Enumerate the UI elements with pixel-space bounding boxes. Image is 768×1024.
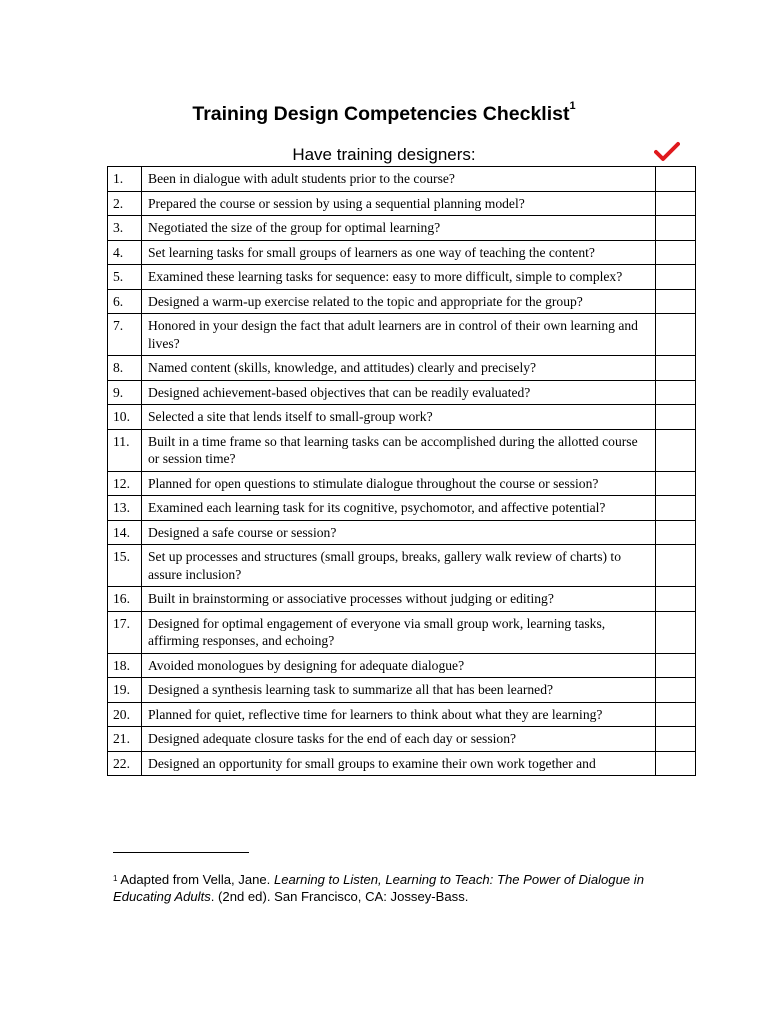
checklist-row	[108, 471, 696, 496]
checklist-row	[108, 314, 696, 356]
item-text: Designed a synthesis learning task to summarize all that has been learned?	[142, 678, 656, 703]
footnote-divider	[113, 852, 249, 853]
check-cell[interactable]	[656, 702, 696, 727]
item-number: 7.	[108, 314, 142, 356]
item-text: Designed a warm-up exercise related to the topic and appropriate for the group?	[142, 289, 656, 314]
item-number: 9.	[108, 380, 142, 405]
item-text: Planned for open questions to stimulate dialogue throughout the course or session?	[142, 471, 656, 496]
item-number: 16.	[108, 587, 142, 612]
item-number: 14.	[108, 520, 142, 545]
item-text: Set learning tasks for small groups of learners as one way of teaching the content?	[142, 240, 656, 265]
item-text: Designed an opportunity for small groups to examine their own work together and	[142, 751, 656, 776]
check-cell[interactable]	[656, 265, 696, 290]
item-number: 6.	[108, 289, 142, 314]
footnote-mark: 1	[113, 874, 118, 883]
page-title: Training Design Competencies Checklist$^1$	[192, 100, 576, 125]
footnote-reference: 1	[569, 100, 576, 112]
checklist-row	[108, 678, 696, 703]
item-text: Built in brainstorming or associative processes without judging or editing?	[142, 587, 656, 612]
checklist-row	[108, 496, 696, 521]
check-cell[interactable]	[656, 727, 696, 752]
item-number: 19.	[108, 678, 142, 703]
checklist-table	[107, 166, 696, 776]
item-number: 8.	[108, 356, 142, 381]
item-number: 1.	[108, 167, 142, 192]
check-cell[interactable]	[656, 191, 696, 216]
checklist-row	[108, 611, 696, 653]
item-text: Designed a safe course or session?	[142, 520, 656, 545]
check-cell[interactable]	[656, 520, 696, 545]
checklist-row	[108, 167, 696, 192]
checklist-row	[108, 545, 696, 587]
checklist-row	[108, 429, 696, 471]
check-cell[interactable]	[656, 356, 696, 381]
checklist-row	[108, 191, 696, 216]
check-cell[interactable]	[656, 751, 696, 776]
item-text: Named content (skills, knowledge, and attitudes) clearly and precisely?	[142, 356, 656, 381]
item-text: Planned for quiet, reflective time for learners to think about what they are learning?	[142, 702, 656, 727]
item-number: 10.	[108, 405, 142, 430]
footnote-book-title: Learning to Listen, Learning to Teach: The Power of Dialogue in Educating Adults	[113, 872, 644, 904]
check-cell[interactable]	[656, 289, 696, 314]
checklist-row	[108, 702, 696, 727]
checklist-row	[108, 289, 696, 314]
item-text: Examined each learning task for its cognitive, psychomotor, and affective potential?	[142, 496, 656, 521]
check-cell[interactable]	[656, 611, 696, 653]
check-cell[interactable]	[656, 587, 696, 612]
checklist-row	[108, 751, 696, 776]
item-text: Negotiated the size of the group for optimal learning?	[142, 216, 656, 241]
item-number: 5.	[108, 265, 142, 290]
checklist-row	[108, 727, 696, 752]
check-cell[interactable]	[656, 653, 696, 678]
item-number: 17.	[108, 611, 142, 653]
item-text: Been in dialogue with adult students prior to the course?	[142, 167, 656, 192]
check-cell[interactable]	[656, 496, 696, 521]
item-number: 15.	[108, 545, 142, 587]
check-cell[interactable]	[656, 240, 696, 265]
item-number: 12.	[108, 471, 142, 496]
checkmark-icon	[654, 141, 680, 163]
item-number: 3.	[108, 216, 142, 241]
check-cell[interactable]	[656, 429, 696, 471]
item-text: Designed for optimal engagement of everyone via small group work, learning tasks, affirming responses, and echoing?	[142, 611, 656, 653]
check-cell[interactable]	[656, 405, 696, 430]
checklist-row	[108, 587, 696, 612]
item-text: Avoided monologues by designing for adequate dialogue?	[142, 653, 656, 678]
item-text: Examined these learning tasks for sequence: easy to more difficult, simple to complex?	[142, 265, 656, 290]
checklist-row	[108, 240, 696, 265]
checklist-row	[108, 405, 696, 430]
checklist-row	[108, 265, 696, 290]
check-cell[interactable]	[656, 380, 696, 405]
check-cell[interactable]	[656, 167, 696, 192]
item-number: 4.	[108, 240, 142, 265]
checklist-row	[108, 520, 696, 545]
item-number: 18.	[108, 653, 142, 678]
check-cell[interactable]	[656, 314, 696, 356]
item-text: Selected a site that lends itself to small-group work?	[142, 405, 656, 430]
item-number: 11.	[108, 429, 142, 471]
item-text: Designed adequate closure tasks for the end of each day or session?	[142, 727, 656, 752]
item-text: Set up processes and structures (small groups, breaks, gallery walk review of charts) to assure inclusion?	[142, 545, 656, 587]
footnote-prefix: Adapted from Vella, Jane.	[117, 872, 274, 887]
item-number: 21.	[108, 727, 142, 752]
item-text: Designed achievement-based objectives that can be readily evaluated?	[142, 380, 656, 405]
page-subtitle: Have training designers:	[292, 145, 476, 164]
check-cell[interactable]	[656, 678, 696, 703]
check-cell[interactable]	[656, 545, 696, 587]
item-text: Built in a time frame so that learning tasks can be accomplished during the allotted course or session time?	[142, 429, 656, 471]
check-cell[interactable]	[656, 471, 696, 496]
item-number: 20.	[108, 702, 142, 727]
footnote-suffix: . (2nd ed). San Francisco, CA: Jossey-Bass.	[210, 889, 469, 904]
footnote	[113, 871, 673, 905]
checklist-row	[108, 356, 696, 381]
checklist-row	[108, 380, 696, 405]
item-number: 2.	[108, 191, 142, 216]
checklist-row	[108, 216, 696, 241]
item-text: Prepared the course or session by using a sequential planning model?	[142, 191, 656, 216]
checklist-row	[108, 653, 696, 678]
item-text: Honored in your design the fact that adult learners are in control of their own learning and lives?	[142, 314, 656, 356]
check-cell[interactable]	[656, 216, 696, 241]
item-number: 22.	[108, 751, 142, 776]
item-number: 13.	[108, 496, 142, 521]
